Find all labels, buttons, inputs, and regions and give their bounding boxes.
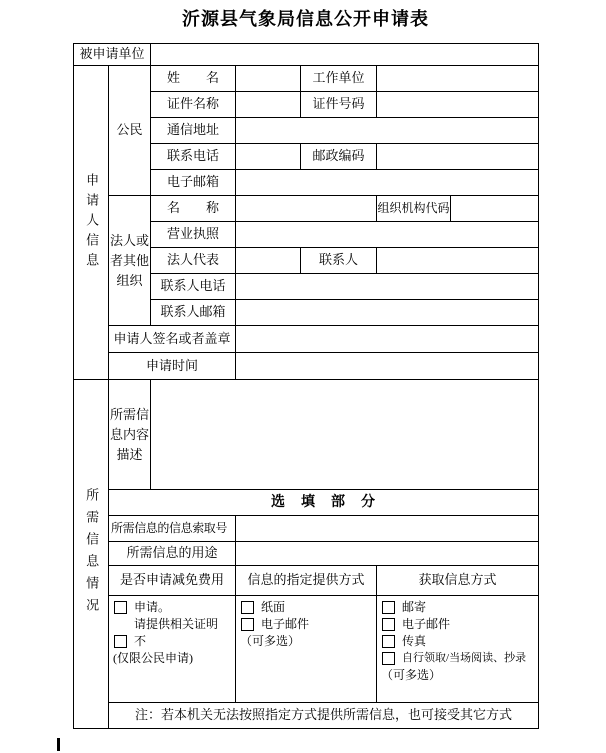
- obtain-fax-label: 传真: [402, 634, 427, 648]
- applicant-section-label: [74, 66, 109, 380]
- legal-rep-label: 法人代表: [151, 248, 236, 274]
- contact-label: 联系人: [301, 248, 377, 274]
- work-unit-value-cell[interactable]: [377, 66, 539, 92]
- obtain-email-label: 电子邮件: [402, 617, 451, 631]
- contact-email-label: 联系人邮箱: [151, 300, 236, 326]
- fee-proof-hint: [113, 616, 233, 633]
- application-form-table: [73, 43, 539, 729]
- obtain-mail-checkbox[interactable]: [382, 601, 395, 614]
- fee-option-apply: [113, 599, 233, 616]
- provide-email-checkbox[interactable]: [241, 618, 254, 631]
- organization-group-label: [109, 196, 151, 326]
- obtain-option-selfpickup: [381, 650, 536, 667]
- info-desc-label: [109, 380, 151, 490]
- postcode-value-cell[interactable]: [377, 144, 539, 170]
- provide-multi-hint-label: （可多选）: [240, 634, 301, 648]
- contact-value-cell[interactable]: [377, 248, 539, 274]
- provide-option-paper: [240, 599, 374, 616]
- provide-paper-checkbox[interactable]: [241, 601, 254, 614]
- request-no-value-cell[interactable]: [236, 516, 539, 542]
- provide-multi-hint: [240, 633, 374, 650]
- cert-name-label: 证件名称: [151, 92, 236, 118]
- applicant-section-label-text: 申请人信息: [84, 172, 100, 273]
- requested-unit-value-cell[interactable]: [151, 44, 539, 66]
- org-code-value-cell[interactable]: [451, 196, 539, 222]
- provide-method-header: 信息的指定提供方式: [236, 566, 377, 596]
- contact-email-value-cell[interactable]: [236, 300, 539, 326]
- page-title: 沂源县气象局信息公开申请表: [182, 9, 429, 29]
- contact-phone-value-cell[interactable]: [236, 274, 539, 300]
- name-value-cell[interactable]: [236, 66, 301, 92]
- fee-citizen-only-label: (仅限公民申请): [113, 651, 193, 665]
- fee-apply-label: 申请。: [134, 600, 171, 614]
- organization-group-label-text: 法人或者其他组织: [110, 232, 150, 288]
- contact-phone-label: 联系人电话: [151, 274, 236, 300]
- obtain-selfpickup-label: 自行领取/当场阅读、抄录: [402, 651, 527, 664]
- obtain-mail-label: 邮寄: [402, 600, 427, 614]
- address-value-cell[interactable]: [236, 118, 539, 144]
- fee-option-no: [113, 633, 233, 650]
- info-desc-label-text: 所需信息内容描述: [110, 406, 150, 462]
- apply-time-value-cell[interactable]: [236, 353, 539, 380]
- obtain-method-options-cell: [377, 596, 539, 703]
- obtain-fax-checkbox[interactable]: [382, 635, 395, 648]
- legal-rep-value-cell[interactable]: [236, 248, 301, 274]
- info-section-label-text: 所需信息情况: [84, 488, 100, 620]
- fee-apply-checkbox[interactable]: [114, 601, 127, 614]
- fee-citizen-only-hint: [113, 650, 233, 667]
- provide-email-label: 电子邮件: [261, 617, 310, 631]
- provide-method-options-cell: [236, 596, 377, 703]
- org-name-label: 名 称: [151, 196, 236, 222]
- address-label: 通信地址: [151, 118, 236, 144]
- license-value-cell[interactable]: [236, 222, 539, 248]
- org-code-label: 组织机构代码: [377, 196, 451, 222]
- optional-section-header: 选 填 部 分: [109, 490, 539, 516]
- info-desc-value-cell[interactable]: [151, 380, 539, 490]
- obtain-email-checkbox[interactable]: [382, 618, 395, 631]
- obtain-multi-hint-label: （可多选）: [381, 668, 442, 682]
- cert-name-value-cell[interactable]: [236, 92, 301, 118]
- obtain-selfpickup-checkbox[interactable]: [382, 652, 395, 665]
- provide-paper-label: 纸面: [261, 600, 286, 614]
- org-name-value-cell[interactable]: [236, 196, 377, 222]
- cert-no-label: 证件号码: [301, 92, 377, 118]
- info-section-label: [74, 380, 109, 729]
- purpose-label: 所需信息的用途: [109, 542, 236, 566]
- requested-unit-label: 被申请单位: [74, 44, 151, 66]
- request-no-label: 所需信息的信息索取号: [109, 516, 236, 542]
- fee-no-label: 不: [134, 634, 147, 648]
- provide-option-email: [240, 616, 374, 633]
- name-label: 姓 名: [151, 66, 236, 92]
- fee-no-checkbox[interactable]: [114, 635, 127, 648]
- obtain-multi-hint: [381, 667, 536, 684]
- citizen-group-label: 公民: [109, 66, 151, 196]
- obtain-option-mail: [381, 599, 536, 616]
- apply-time-label: 申请时间: [109, 353, 236, 380]
- email-value-cell[interactable]: [236, 170, 539, 196]
- cert-no-value-cell[interactable]: [377, 92, 539, 118]
- fee-reduction-header: 是否申请减免费用: [109, 566, 236, 596]
- email-label: 电子邮箱: [151, 170, 236, 196]
- fee-reduction-options-cell: [109, 596, 236, 703]
- phone-label: 联系电话: [151, 144, 236, 170]
- obtain-option-email: [381, 616, 536, 633]
- signature-value-cell[interactable]: [236, 326, 539, 353]
- work-unit-label: 工作单位: [301, 66, 377, 92]
- text-cursor: [57, 738, 60, 751]
- fee-proof-hint-label: 请提供相关证明: [134, 617, 219, 631]
- phone-value-cell[interactable]: [236, 144, 301, 170]
- postcode-label: 邮政编码: [301, 144, 377, 170]
- signature-label: 申请人签名或者盖章: [109, 326, 236, 353]
- note-row: 注：若本机关无法按照指定方式提供所需信息，也可接受其它方式: [109, 703, 539, 729]
- license-label: 营业执照: [151, 222, 236, 248]
- purpose-value-cell[interactable]: [236, 542, 539, 566]
- obtain-option-fax: [381, 633, 536, 650]
- obtain-method-header: 获取信息方式: [377, 566, 539, 596]
